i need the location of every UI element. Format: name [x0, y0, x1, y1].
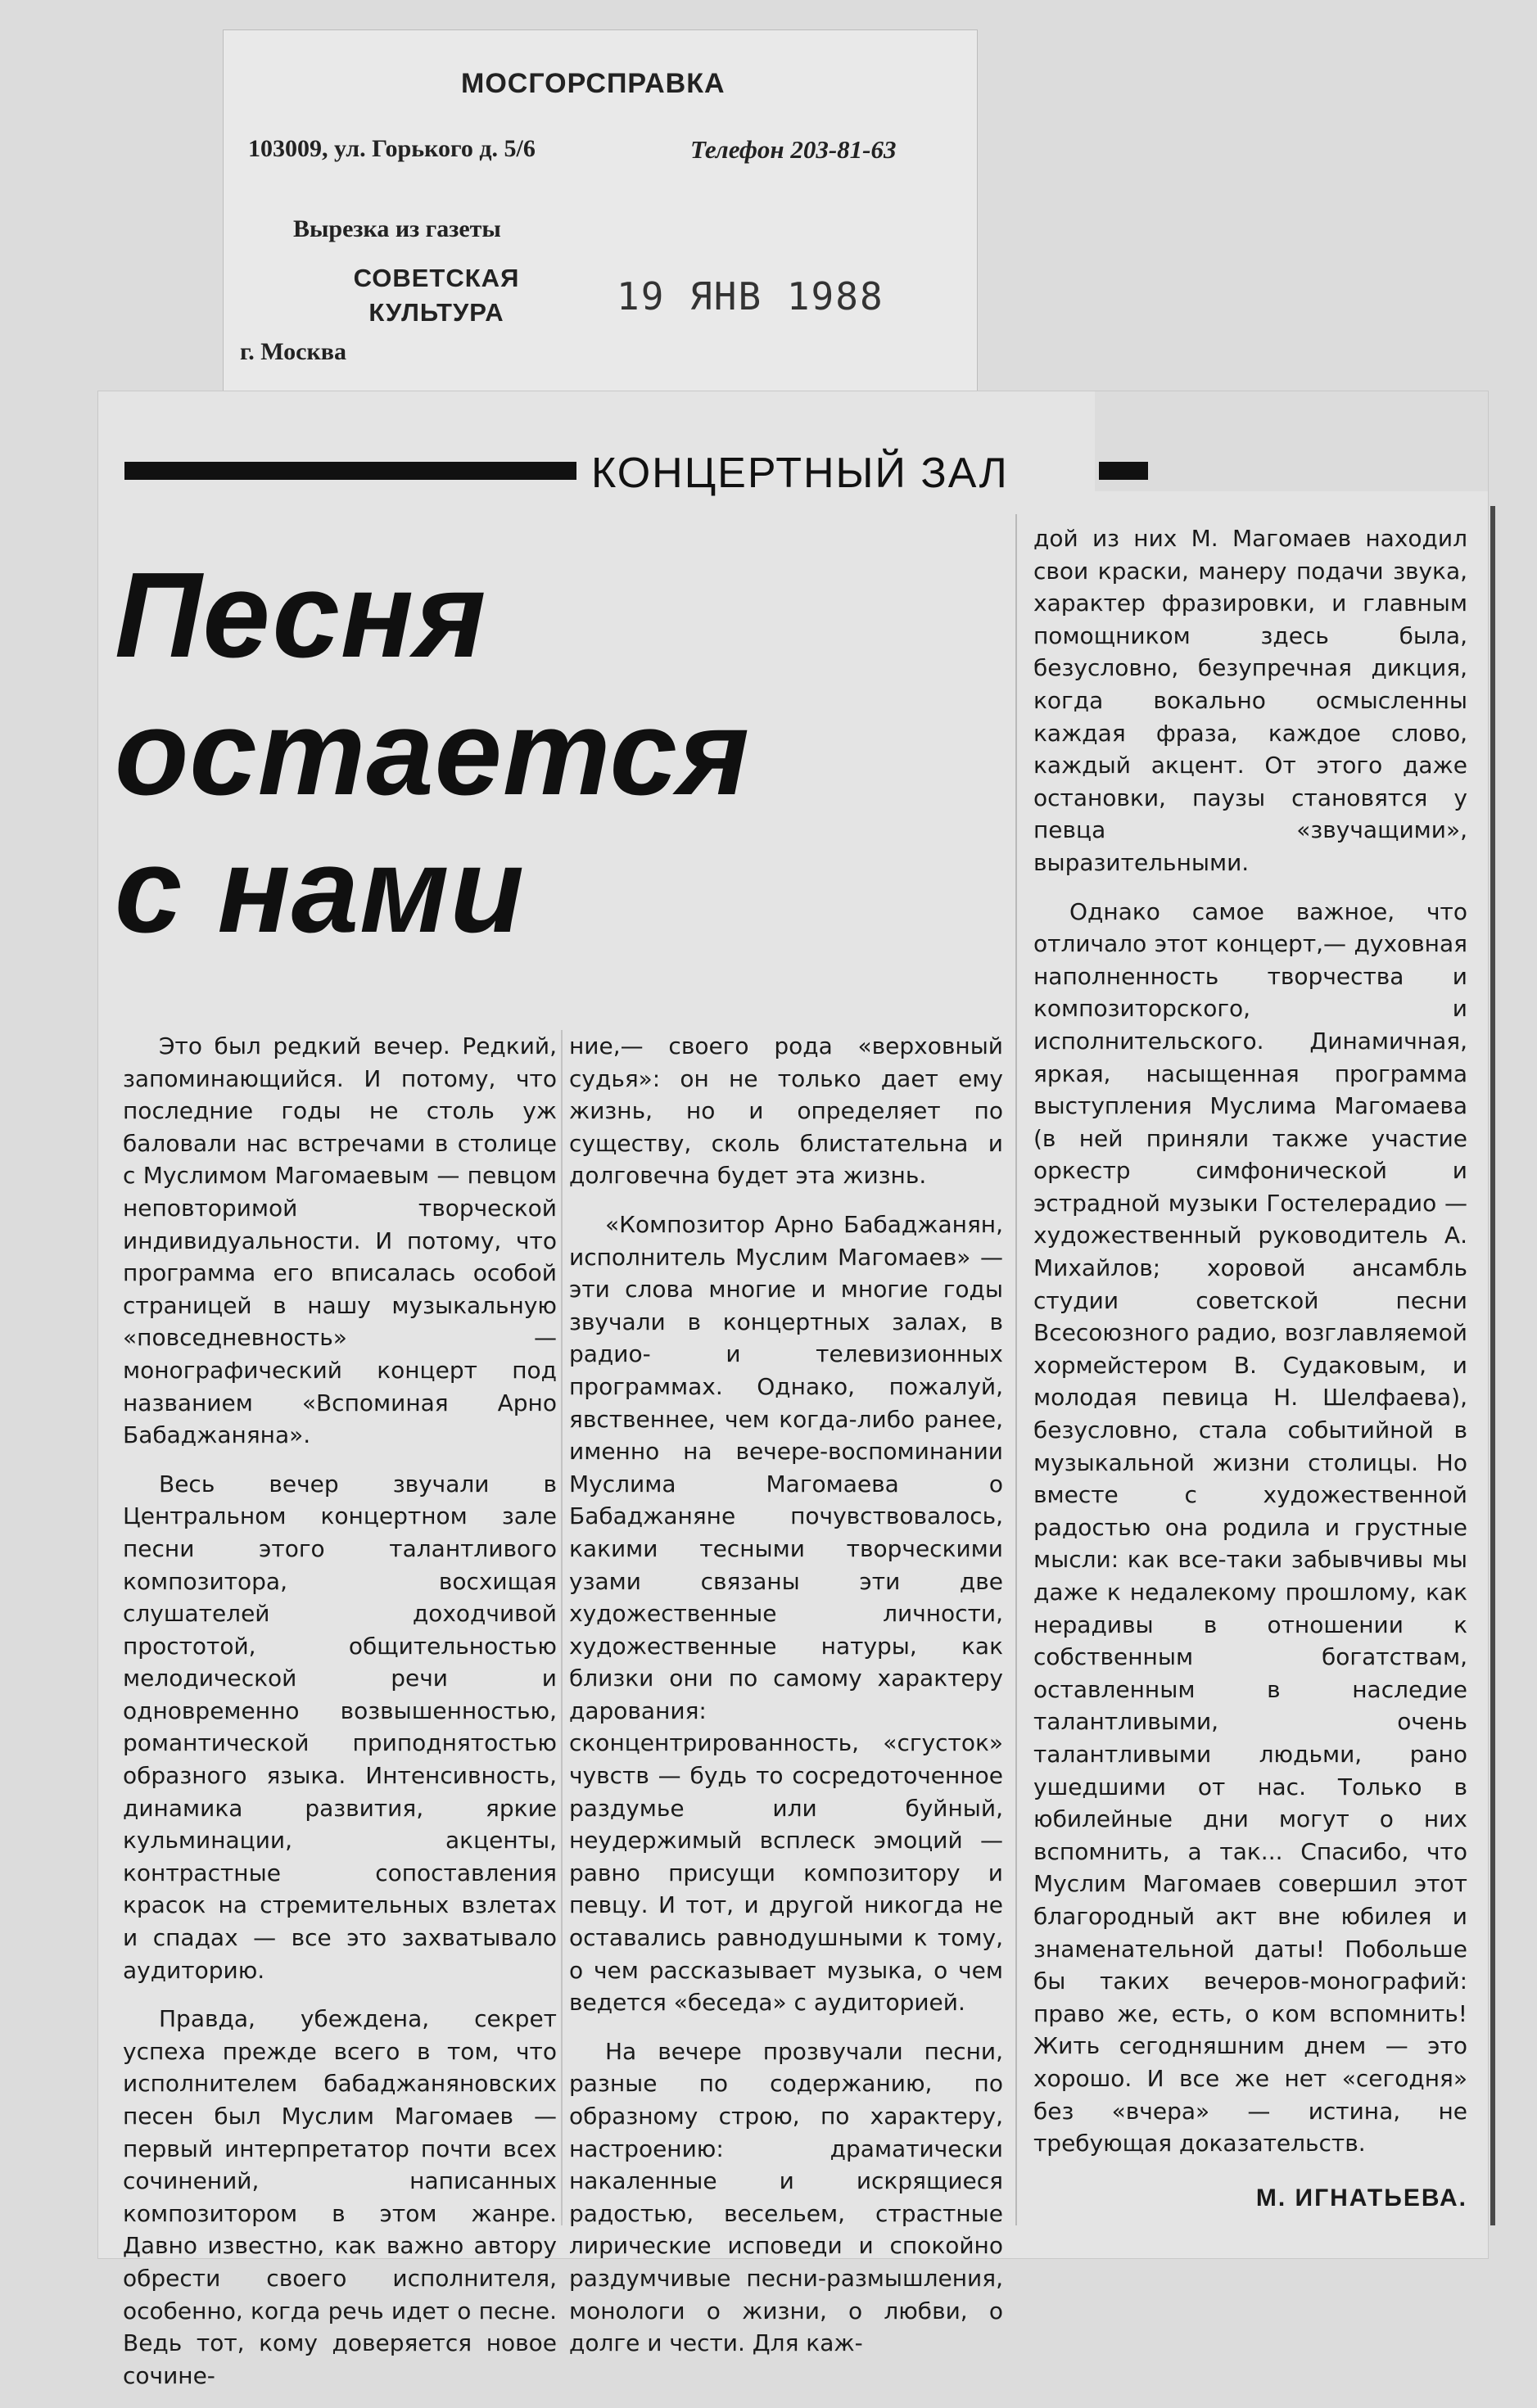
article-column-2 [569, 1030, 1003, 2376]
paragraph: Правда, убеждена, секрет успеха прежде всего в том, что исполнителем бабаджаняновских песен был Муслим Магомаев — первый интерпретатор почти всех сочинений, написанных композитором в этом жанре. Давно известно, как важно автору обрести своего исполнителя, особенно, когда речь идет о песне. Ведь тот, кому доверяется новое сочине- [123, 2005, 557, 2389]
column-divider-1 [561, 1030, 563, 2225]
paragraph: На вечере прозвучали песни, разные по содержанию, по образному строю, по характеру, настроению: драматически накаленные и искрящиеся радостью, весельем, страстные лирические исповеди и спокойно раздумчивые песни-размышления, монологи о жизни, о любви, о долге и чести. Для каж- [569, 2037, 1003, 2357]
agency-phone: Телефон 203-81-63 [690, 135, 897, 164]
paragraph: дой из них М. Магомаев находил свои краски, манеру подачи звука, характер фразировки, и главным помощником здесь была, безусловно, безупречная дикция, когда вокально осмысленны каждая фраза, каждое слово, каждый акцент. От этого даже остановки, паузы становятся у певца «звучащими», выразительными. [1033, 525, 1467, 876]
author-signature: М. ИГНАТЬЕВА. [1255, 2184, 1467, 2211]
date-stamp: 19 ЯНВ 1988 [617, 274, 884, 319]
article-column-3 [1033, 522, 1467, 2229]
headline-line-2: остается [115, 685, 751, 820]
clipping-note: Вырезка из газеты [293, 215, 501, 242]
city: г. Москва [240, 338, 346, 365]
rubric [124, 449, 1238, 497]
agency-name: МОСГОРСПРАВКА [461, 68, 726, 99]
paragraph: «Композитор Арно Бабаджанян, исполнитель Муслим Магомаев» — эти слова многие и многие годы звучали в концертных залах, в радио- и телевизионных программах. Однако, пожалуй, явственнее, чем когда-либо ранее, именно на вечере-воспоминании Муслима Магомаева о Бабаджаняне почувствовалось, какими тесными творческими узами связаны эти две художественные личности, художественные натуры, как близки они по самому характеру дарования: сконцентрированность, «сгусток» чувств — будь то сосредоточенное раздумье или буйный, неудержимый всплеск эмоций — равно присущи композитору и певцу. И тот, и другой никогда не оставались равнодушными к тому, о чем рассказывает музыка, о чем ведется «беседа» с аудиторией. [569, 1210, 1003, 2017]
article-column-1 [123, 1030, 557, 2408]
column-divider-2 [1015, 514, 1017, 2225]
paragraph: Это был редкий вечер. Редкий, запоминающийся. И потому, что последние годы не столь уж баловали нас встречами в столице с Муслимом Магомаевым — певцом неповторимой творческой индивидуальности. И потому, что программа его вписалась особой страницей в нашу музыкальную «повседневность» — монографический концерт под названием «Вспоминая Арно Бабаджаняна». [123, 1032, 557, 1449]
newspaper-name: СОВЕТСКАЯ КУЛЬТУРА [353, 264, 520, 327]
agency-address: 103009, ул. Горького д. 5/6 [248, 135, 536, 162]
mosgorspravka-label [223, 29, 978, 391]
headline [115, 547, 751, 960]
paragraph: Однако самое важное, что отличало этот концерт,— духовная наполненность творчества и композиторского, и исполнительского. Динамичная, яркая, насыщенная программа выступления Муслима Магомаева (в ней приняли также участие оркестр симфонической и эстрадной музыки Гостелерадио — художественный руководитель А. Михайлов; хоровой ансамбль студии советской песни Всесоюзного радио, возглавляемой хормейстером В. Судаковым, и молодая певица Н. Шелфаева), безусловно, стала событийной в музыкальной жизни столицы. Но вместе с художественной радостью она родила и грустные мысли: как все-таки забывчивы мы даже к недалекому прошлому, как нерадивы в отношении к собственным богатствам, оставленным в наследие талантливыми, очень талантливыми людьми, рано ушедшими от нас. Только в юбилейные дни могут о них вспомнить, а так... Спасибо, что Муслим Магомаев совершил этот благородный акт вне юбилея и знаменательной даты! Побольше бы таких вечеров-монографий: право же, есть, о ком вспомнить! Жить сегодняшним днем — это хорошо. И все же нет «сегодня» без «вчера» — истина, не требующая доказательств. [1033, 897, 1467, 2157]
newspaper-clipping [98, 391, 1488, 2389]
rubric-bar-right [1099, 462, 1148, 480]
rubric-title: КОНЦЕРТНЫЙ ЗАЛ [591, 450, 1009, 497]
headline-line-1: Песня [115, 548, 487, 683]
paragraph: Весь вечер звучали в Центральном концертном зале песни этого талантливого композитора, восхищая слушателей доходчивой простотой, общительностью мелодической речи и одновременно возвышенностью, романтической приподнятостью образного языка. Интенсивность, динамика развития, яркие кульминации, акценты, контрастные сопоставления красок на стремительных взлетах и спадах — все это захватывало аудиторию. [123, 1470, 557, 1984]
rubric-bar-left [124, 462, 576, 480]
paragraph: ние,— своего рода «верховный судья»: он не только дает ему жизнь, но и определяет по существу, сколь блистательна и долговечна будет эта жизнь. [569, 1032, 1003, 1190]
headline-line-3: с нами [115, 823, 526, 958]
clipping-edge [1490, 506, 1495, 2225]
